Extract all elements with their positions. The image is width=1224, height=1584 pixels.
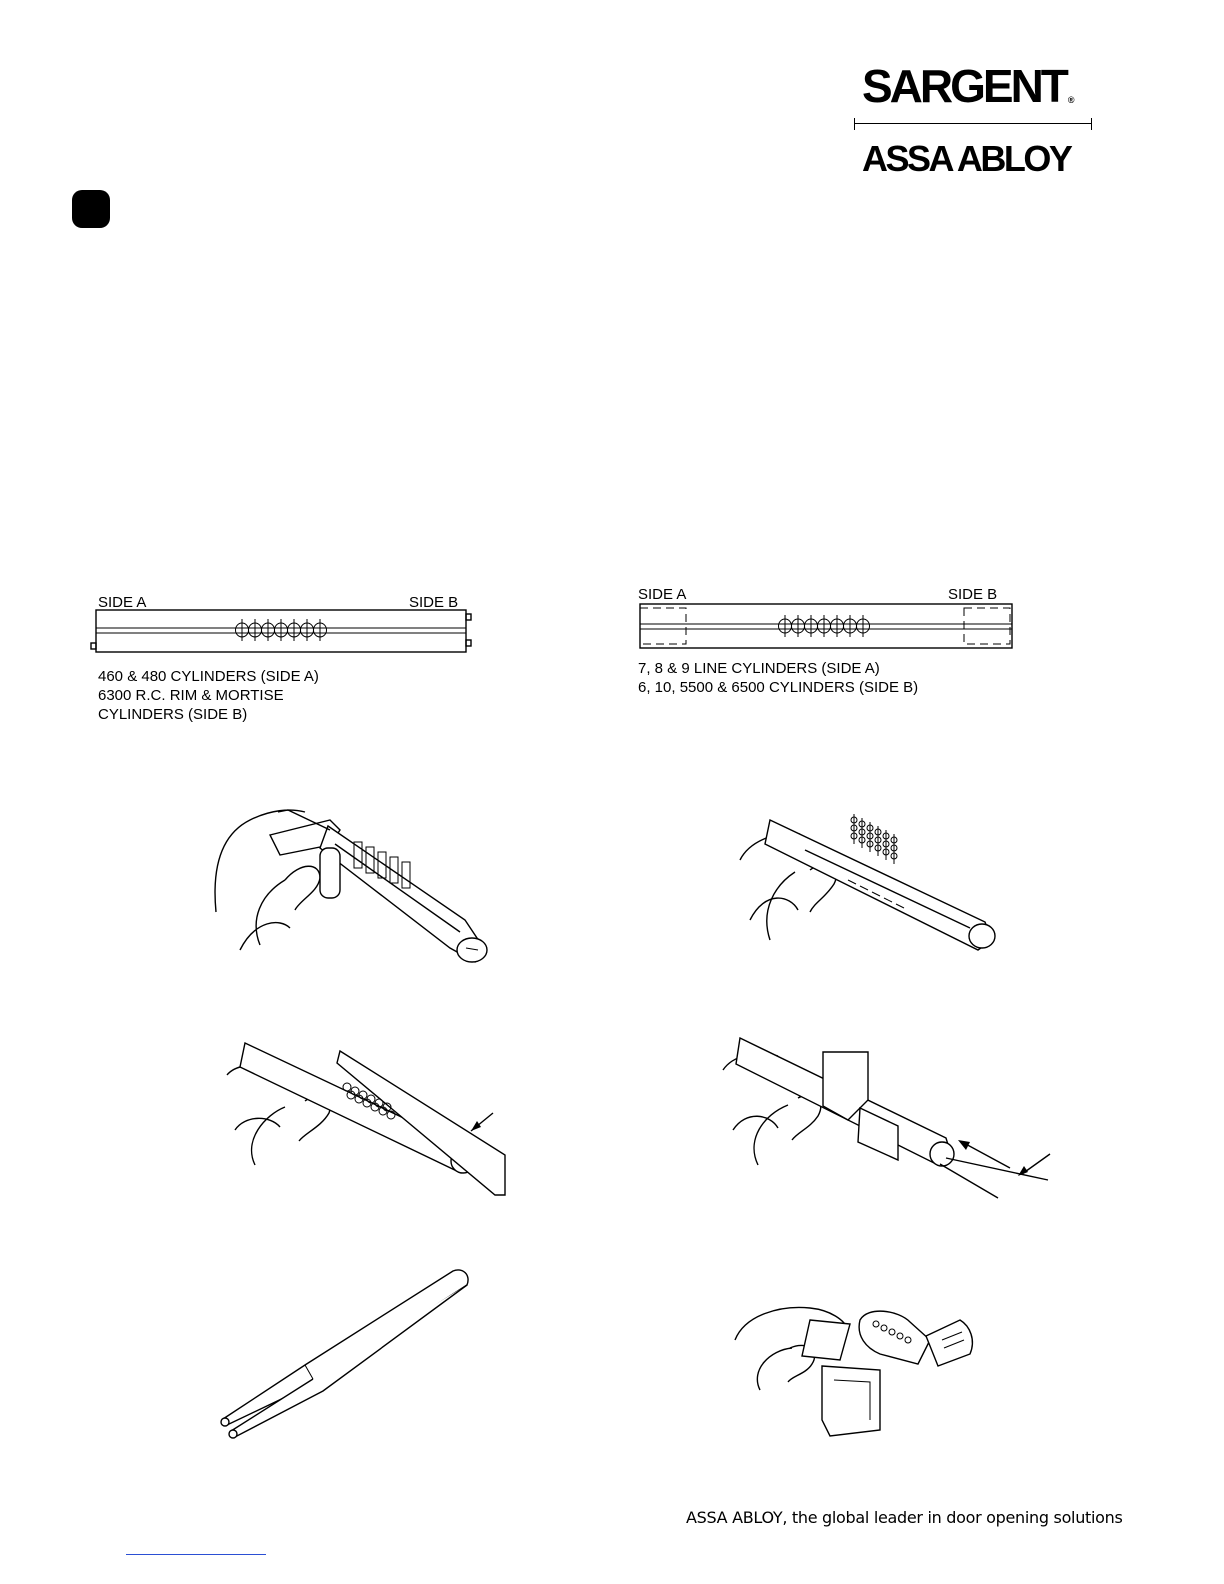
step-bullet-icon xyxy=(72,190,110,228)
sargent-assa-abloy-logo xyxy=(850,60,1095,180)
left-caption-line-1: 460 & 480 CYLINDERS (SIDE A) xyxy=(98,668,319,685)
left-loading-tool-diagram xyxy=(90,608,480,654)
shim-insert-icon xyxy=(225,1035,515,1195)
right-caption-line-2: 6, 10, 5500 & 6500 CYLINDERS (SIDE B) xyxy=(638,679,919,696)
cylinder-assembly-icon xyxy=(730,1300,1000,1450)
tweezers-icon xyxy=(205,1265,475,1440)
footer-link[interactable] xyxy=(126,1554,266,1555)
right-side-a-label: SIDE A xyxy=(638,586,687,603)
left-caption-line-3: CYLINDERS (SIDE B) xyxy=(98,706,248,723)
pins-in-follower-icon xyxy=(730,800,1020,970)
right-loading-tool-diagram xyxy=(638,602,1018,652)
right-side-b-label: SIDE B xyxy=(948,586,998,603)
left-side-b-label: SIDE B xyxy=(409,594,459,611)
left-caption-line-2: 6300 R.C. RIM & MORTISE xyxy=(98,687,284,704)
follower-push-icon xyxy=(718,1030,1058,1200)
logo-parent: ASSA ABLOY xyxy=(862,138,1071,179)
footer-tagline: ASSA ABLOY, the global leader in door opening solutions xyxy=(686,1508,1123,1527)
right-caption-line-1: 7, 8 & 9 LINE CYLINDERS (SIDE A) xyxy=(638,660,880,677)
logo-brand: SARGENT ® xyxy=(862,60,1075,112)
logo-bracket xyxy=(854,118,1092,130)
left-side-a-label: SIDE A xyxy=(98,594,147,611)
loading-pins-into-follower-icon xyxy=(210,800,500,970)
